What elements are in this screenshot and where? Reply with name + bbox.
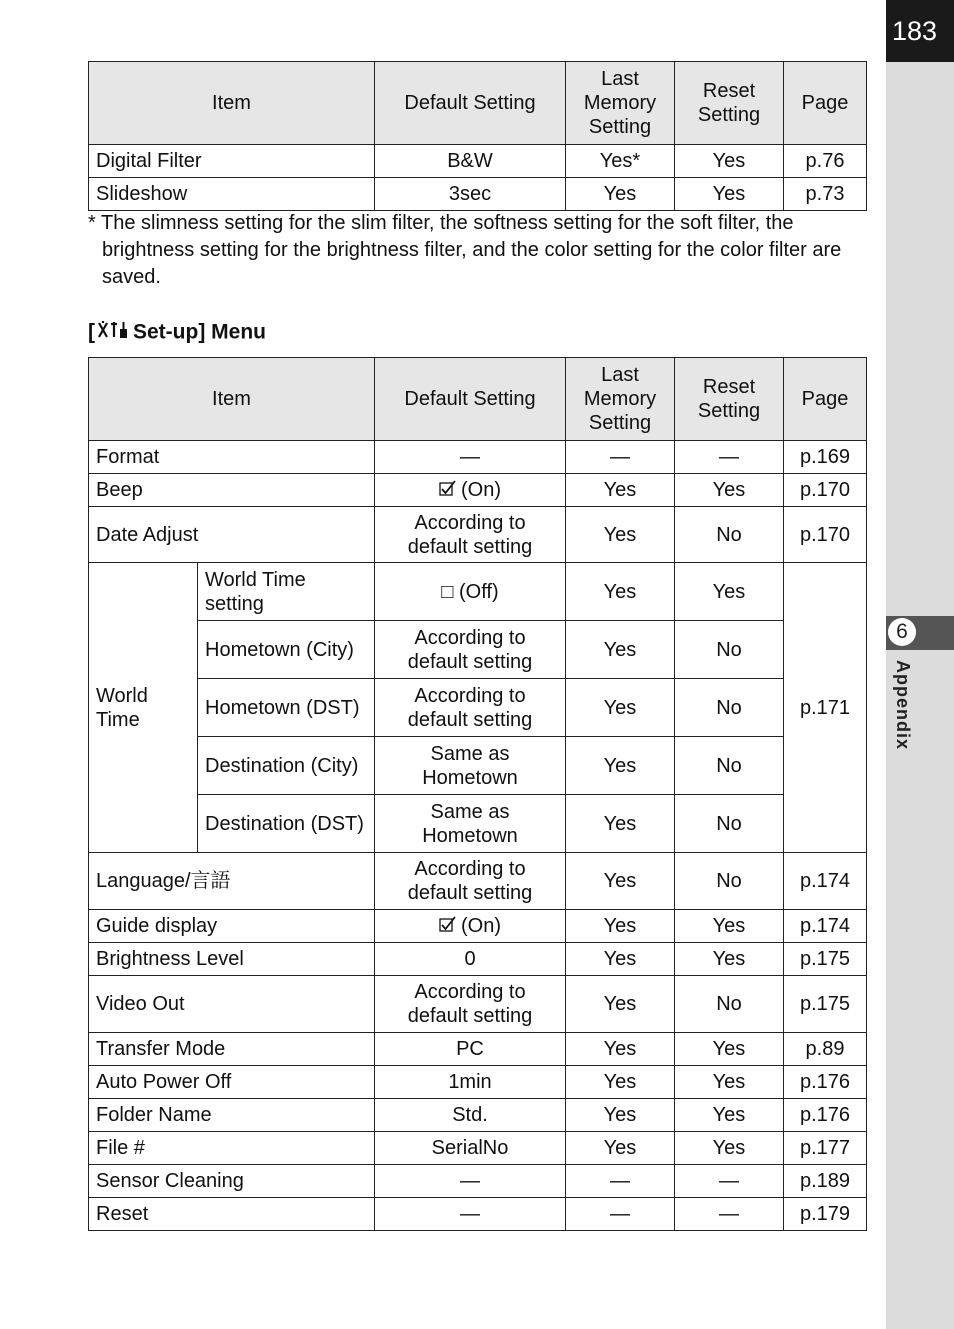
- cell-page: p.174: [784, 910, 867, 943]
- cell-page: p.177: [784, 1132, 867, 1165]
- cell-last: Yes*: [566, 145, 675, 178]
- cell-reset: Yes: [675, 1132, 784, 1165]
- header-default: Default Setting: [375, 358, 566, 441]
- cell-item: Folder Name: [89, 1099, 375, 1132]
- table-row: [89, 910, 867, 943]
- table-row: [89, 795, 867, 853]
- heading-bracket: [: [88, 320, 95, 344]
- cell-default-text: (On): [461, 478, 501, 501]
- header-reset: Reset Setting: [675, 62, 784, 145]
- cell-default: Same as Hometown: [375, 795, 566, 853]
- cell-page: p.176: [784, 1099, 867, 1132]
- cell-default: [375, 910, 566, 943]
- cell-last: Yes: [566, 737, 675, 795]
- cell-default: 1min: [375, 1066, 566, 1099]
- cell-reset: Yes: [675, 178, 784, 211]
- cell-default: B&W: [375, 145, 566, 178]
- cell-subitem: Hometown (City): [198, 621, 375, 679]
- cell-reset: —: [675, 1165, 784, 1198]
- digital-filter-table: [88, 61, 867, 211]
- cell-reset: No: [675, 853, 784, 910]
- cell-default: □ (Off): [375, 563, 566, 621]
- cell-item: Beep: [89, 474, 375, 507]
- cell-reset: Yes: [675, 474, 784, 507]
- cell-page: p.169: [784, 441, 867, 474]
- header-item: Item: [89, 358, 375, 441]
- cell-item: Guide display: [89, 910, 375, 943]
- cell-default: 0: [375, 943, 566, 976]
- header-item: Item: [89, 62, 375, 145]
- cell-item: Video Out: [89, 976, 375, 1033]
- cell-item: Date Adjust: [89, 507, 375, 563]
- cell-subitem: Destination (DST): [198, 795, 375, 853]
- cell-reset: Yes: [675, 943, 784, 976]
- cell-default: According to default setting: [375, 853, 566, 910]
- cell-page: p.175: [784, 976, 867, 1033]
- cell-last: Yes: [566, 474, 675, 507]
- cell-reset: Yes: [675, 1066, 784, 1099]
- cell-page: p.176: [784, 1066, 867, 1099]
- cell-default-text: (On): [461, 914, 501, 937]
- table-row: [89, 1033, 867, 1066]
- cell-last: —: [566, 1165, 675, 1198]
- cell-item: Transfer Mode: [89, 1033, 375, 1066]
- cell-item: Format: [89, 441, 375, 474]
- cell-subitem: World Time setting: [198, 563, 375, 621]
- cell-last: Yes: [566, 621, 675, 679]
- table-row: [89, 621, 867, 679]
- cell-default: —: [375, 1198, 566, 1231]
- cell-subitem: Destination (City): [198, 737, 375, 795]
- setup-menu-table: [88, 357, 867, 1231]
- cell-item: Auto Power Off: [89, 1066, 375, 1099]
- world-time-group-label: World Time: [89, 563, 198, 853]
- cell-page: p.76: [784, 145, 867, 178]
- cell-item: Brightness Level: [89, 943, 375, 976]
- cell-reset: —: [675, 1198, 784, 1231]
- cell-default: Same as Hometown: [375, 737, 566, 795]
- cell-page: p.170: [784, 474, 867, 507]
- heading-label: Set-up] Menu: [133, 320, 266, 344]
- cell-last: Yes: [566, 1033, 675, 1066]
- header-reset: Reset Setting: [675, 358, 784, 441]
- table-row: [89, 1099, 867, 1132]
- table-row: [89, 737, 867, 795]
- checkbox-checked-icon: [439, 914, 457, 938]
- cell-reset: No: [675, 507, 784, 563]
- cell-item: Sensor Cleaning: [89, 1165, 375, 1198]
- cell-last: Yes: [566, 910, 675, 943]
- table-row: [89, 145, 867, 178]
- cell-default: —: [375, 441, 566, 474]
- cell-last: Yes: [566, 178, 675, 211]
- cell-last: Yes: [566, 563, 675, 621]
- table-row: [89, 563, 867, 621]
- cell-last: —: [566, 1198, 675, 1231]
- cell-default: SerialNo: [375, 1132, 566, 1165]
- cell-default: —: [375, 1165, 566, 1198]
- header-page: Page: [784, 62, 867, 145]
- cell-reset: No: [675, 795, 784, 853]
- wrench-icon: [97, 320, 131, 346]
- cell-item: File #: [89, 1132, 375, 1165]
- cell-reset: Yes: [675, 1099, 784, 1132]
- cell-page: p.171: [784, 563, 867, 853]
- header-page: Page: [784, 358, 867, 441]
- cell-reset: Yes: [675, 1033, 784, 1066]
- cell-default: According to default setting: [375, 976, 566, 1033]
- cell-last: Yes: [566, 1099, 675, 1132]
- cell-last: Yes: [566, 943, 675, 976]
- checkbox-checked-icon: [439, 478, 457, 502]
- table-row: [89, 1198, 867, 1231]
- header-last-memory: Last Memory Setting: [566, 358, 675, 441]
- cell-default: According to default setting: [375, 507, 566, 563]
- cell-subitem: Hometown (DST): [198, 679, 375, 737]
- table-row: [89, 178, 867, 211]
- cell-reset: Yes: [675, 145, 784, 178]
- cell-page: p.73: [784, 178, 867, 211]
- cell-item: Digital Filter: [89, 145, 375, 178]
- cell-last: Yes: [566, 679, 675, 737]
- table-row: [89, 976, 867, 1033]
- cell-last: Yes: [566, 507, 675, 563]
- cell-default: PC: [375, 1033, 566, 1066]
- setup-menu-heading: [88, 320, 266, 346]
- cell-reset: Yes: [675, 910, 784, 943]
- table-row: [89, 1066, 867, 1099]
- cell-last: Yes: [566, 853, 675, 910]
- cell-page: p.175: [784, 943, 867, 976]
- cell-reset: No: [675, 679, 784, 737]
- cell-page: p.89: [784, 1033, 867, 1066]
- table-row: [89, 943, 867, 976]
- footnote: * The slimness setting for the slim filter, the softness setting for the soft filter, the brightness setting for the brightness filter, and the color setting for the color filter are saved.: [88, 212, 842, 288]
- table-row: [89, 441, 867, 474]
- chapter-number: 6: [888, 618, 916, 646]
- cell-default: According to default setting: [375, 621, 566, 679]
- cell-last: Yes: [566, 976, 675, 1033]
- cell-default: Std.: [375, 1099, 566, 1132]
- cell-page: p.189: [784, 1165, 867, 1198]
- table-row: [89, 853, 867, 910]
- cell-last: —: [566, 441, 675, 474]
- page-number: 183: [886, 0, 954, 62]
- table-row: [89, 1132, 867, 1165]
- table-header-row: [89, 358, 867, 441]
- cell-default: [375, 474, 566, 507]
- cell-reset: —: [675, 441, 784, 474]
- cell-default: 3sec: [375, 178, 566, 211]
- cell-last: Yes: [566, 795, 675, 853]
- cell-last: Yes: [566, 1066, 675, 1099]
- cell-page: p.179: [784, 1198, 867, 1231]
- cell-last: Yes: [566, 1132, 675, 1165]
- header-last-memory: Last Memory Setting: [566, 62, 675, 145]
- table-row: [89, 507, 867, 563]
- table-header-row: [89, 62, 867, 145]
- cell-default: According to default setting: [375, 679, 566, 737]
- cell-item: Slideshow: [89, 178, 375, 211]
- cell-reset: No: [675, 737, 784, 795]
- cell-page: p.174: [784, 853, 867, 910]
- header-default: Default Setting: [375, 62, 566, 145]
- cell-reset: Yes: [675, 563, 784, 621]
- table-row: [89, 1165, 867, 1198]
- cell-item: Reset: [89, 1198, 375, 1231]
- cell-page: p.170: [784, 507, 867, 563]
- cell-reset: No: [675, 621, 784, 679]
- cell-reset: No: [675, 976, 784, 1033]
- cell-item: Language/言語: [89, 853, 375, 910]
- table-row: [89, 679, 867, 737]
- chapter-label: Appendix: [893, 660, 913, 751]
- table-row: [89, 474, 867, 507]
